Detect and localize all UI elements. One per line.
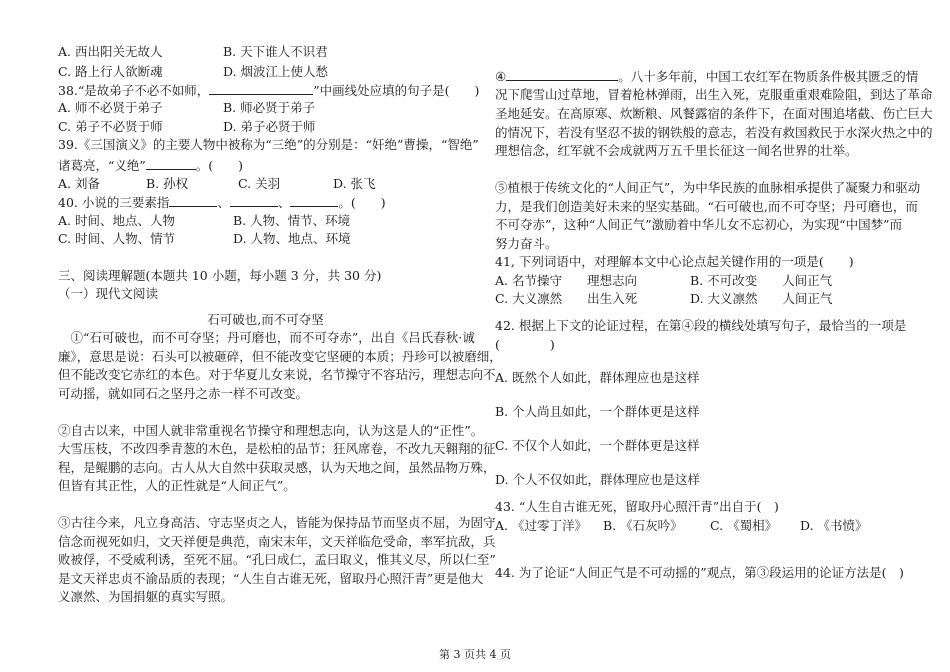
para2-line: 但皆有其正性，人的正性就是“人间正气”。 xyxy=(58,478,296,493)
q43-option-c[interactable]: C. 《蜀相》 xyxy=(710,518,778,533)
q43-option-d[interactable]: D. 《书愤》 xyxy=(800,518,868,533)
q42-stem-line2: ( ) xyxy=(495,337,555,352)
para3-line: ③古往今来，凡立身高洁、守志坚贞之人，皆能为保持品节而坚贞不屈，为固守 xyxy=(58,515,496,530)
q44-stem: 44. 为了论证“人间正气是不可动摇的”观点，第③段运用的论证方法是( ) xyxy=(495,565,904,580)
para2-line: 程，是鲲鹏的志向。古人从大自然中获取灵感，认为天地之间，虽然品物万殊， xyxy=(58,460,496,475)
q42-option-d[interactable]: D. 个人不仅如此，群体理应也是这样 xyxy=(495,472,701,487)
para5-line: 不可夺赤”，这种“人间正气”激励着中华儿女不忘初心，为实现“中国梦”而 xyxy=(495,217,902,232)
para1-line: 可动摇，就如同石之坚丹之赤一样不可改变。 xyxy=(58,386,309,401)
q40-option-c[interactable]: C. 时间、人物、情节 xyxy=(58,231,176,246)
article-title: 石可破也,而不可夺坚 xyxy=(207,312,324,327)
q37-option-c[interactable]: C. 路上行人欲断魂 xyxy=(58,64,163,79)
q43-stem: 43. “人生自古谁无死，留取丹心照汗青”出自于( ) xyxy=(495,499,779,514)
para1-line: ①“石可破也，而不可夺坚；丹可磨也，而不可夺赤”，出自《吕氏春秋·诚 xyxy=(58,330,475,345)
q41-option-c[interactable]: C. 大义凛然 出生入死 xyxy=(495,291,638,306)
para3-line: 信念而视死如归，文天祥便是典范，南宋末年，文天祥临危受命，率军抗敌，兵 xyxy=(58,534,496,549)
para5-line: 力，是我们创造美好未来的坚实基础。“石可破也,而不可夺坚；丹可磨也，而 xyxy=(495,199,918,214)
q37-option-b[interactable]: B. 天下谁人不识君 xyxy=(223,44,328,59)
q38-option-a[interactable]: A. 师不必贤于弟子 xyxy=(58,100,163,115)
q40-option-a[interactable]: A. 时间、地点、人物 xyxy=(58,213,175,228)
para4-line: 圣地延安。在高原寒、炊断粮、风餐露宿的条件下，在面对围追堵截、伤亡巨大 xyxy=(495,106,933,121)
para5-line: ⑤植根于传统文化的“人间正气”，为中华民族的血脉相承提供了凝聚力和驱动 xyxy=(495,180,921,195)
para1-line: 廉》，意思是说：石头可以被砸碎，但不能改变它坚硬的本质；丹珍可以被磨细， xyxy=(58,349,502,364)
q40-blank-2 xyxy=(230,194,278,207)
q43-option-a[interactable]: A. 《过零丁洋》 xyxy=(495,518,587,533)
para3-line: 义凛然、为国捐躯的真实写照。 xyxy=(58,589,234,604)
q38-stem: 38.“是故弟子不必不如师， ”中画线处应填的句子是( ) xyxy=(58,83,480,98)
q38-option-b[interactable]: B. 师必贤于弟子 xyxy=(223,100,316,115)
para2-line: 大雪压枝，不改四季青葱的木色，是松柏的品节；狂风席卷，不改九天翱翔的征 xyxy=(58,441,496,456)
q39-option-c[interactable]: C. 关羽 xyxy=(238,176,281,191)
q40-stem: 40. 小说的三要素指 、 、 。( ) xyxy=(58,195,386,210)
q37-option-a[interactable]: A. 西出阳关无故人 xyxy=(58,44,163,59)
para4-number: ④ xyxy=(495,69,507,84)
q40-blank-1 xyxy=(169,194,217,207)
section-title: 三、阅读理解题(本题共 10 小题，每小题 3 分，共 30 分) xyxy=(58,268,382,283)
para3-line: 败被俘，不受威利诱，至死不屈。“孔曰成仁，孟曰取义，惟其义尽，所以仁至” xyxy=(58,552,496,567)
q38-option-d[interactable]: D. 弟子必贤于师 xyxy=(223,119,316,134)
para4-line: 的情况下，若没有坚忍不拔的钢铁般的意志，若没有救国救民于水深火热之中的 xyxy=(495,125,933,140)
q39-stem-line2: 诸葛亮，“义绝” 。( ) xyxy=(58,158,244,173)
q40-option-b[interactable]: B. 人物、情节、环境 xyxy=(233,213,351,228)
q39-option-b[interactable]: B. 孙权 xyxy=(146,176,189,191)
para4-answer-blank xyxy=(506,68,618,81)
q41-stem: 41, 下列词语中，对理解本文中心论点起关键作用的一项是( ) xyxy=(495,254,854,269)
para3-line: 是文天祥忠贞不渝品质的表现；“人生自古谁无死，留取丹心照汗青”更是他大 xyxy=(58,571,484,586)
q41-option-a[interactable]: A. 名节操守 理想志向 xyxy=(495,273,637,288)
q38-option-c[interactable]: C. 弟子不必贤于师 xyxy=(58,119,163,134)
q42-option-c[interactable]: C. 不仅个人如此，一个群体更是这样 xyxy=(495,438,700,453)
q40-blank-3 xyxy=(290,194,338,207)
q39-answer-blank xyxy=(146,157,196,170)
q37-option-d[interactable]: D. 烟波江上使人愁 xyxy=(223,64,329,79)
q39-stem-line1: 39.《三国演义》的主要人物中被称为“三绝”的分别是：“奸绝”曹操，“智绝” xyxy=(58,137,479,152)
para2-line: ②自古以来，中国人就非常重视名节操守和理想志向，认为这是人的“正性”。 xyxy=(58,423,484,438)
q39-option-d[interactable]: D. 张飞 xyxy=(333,176,376,191)
q42-stem-line1: 42. 根据上下文的论证过程，在第④段的横线处填写句子，最恰当的一项是 xyxy=(495,318,907,333)
page-footer: 第 3 页共 4 页 xyxy=(439,648,511,661)
q42-option-b[interactable]: B. 个人尚且如此，一个群体更是这样 xyxy=(495,404,700,419)
q41-option-d[interactable]: D. 大义凛然 人间正气 xyxy=(690,291,833,306)
q43-option-b[interactable]: B. 《石灰吟》 xyxy=(603,518,683,533)
q40-option-d[interactable]: D. 人物、地点、环境 xyxy=(233,231,351,246)
para4-line: 况下爬雪山过草地，冒着枪林弹雨，出生入死，克服重重艰难险阻，到达了革命 xyxy=(495,87,933,102)
subsection-title: （一）现代文阅读 xyxy=(58,286,159,301)
q38-answer-blank xyxy=(209,82,313,95)
para5-line: 努力奋斗。 xyxy=(495,236,558,251)
para1-line: 但不能改变它赤红的本色。对于华夏儿女来说，名节操守不容玷污，理想志向不 xyxy=(58,367,496,382)
q41-option-b[interactable]: B. 不可改变 人间正气 xyxy=(690,273,833,288)
q39-option-a[interactable]: A. 刘备 xyxy=(58,176,100,191)
para4-line: ④ 。八十多年前，中国工农红军在物质条件极其匮乏的情 xyxy=(495,69,919,84)
para4-line: 理想信念，红军就不会成就两万五千里长征这一闻名世界的壮举。 xyxy=(495,143,858,158)
q42-option-a[interactable]: A. 既然个人如此，群体理应也是这样 xyxy=(495,370,700,385)
